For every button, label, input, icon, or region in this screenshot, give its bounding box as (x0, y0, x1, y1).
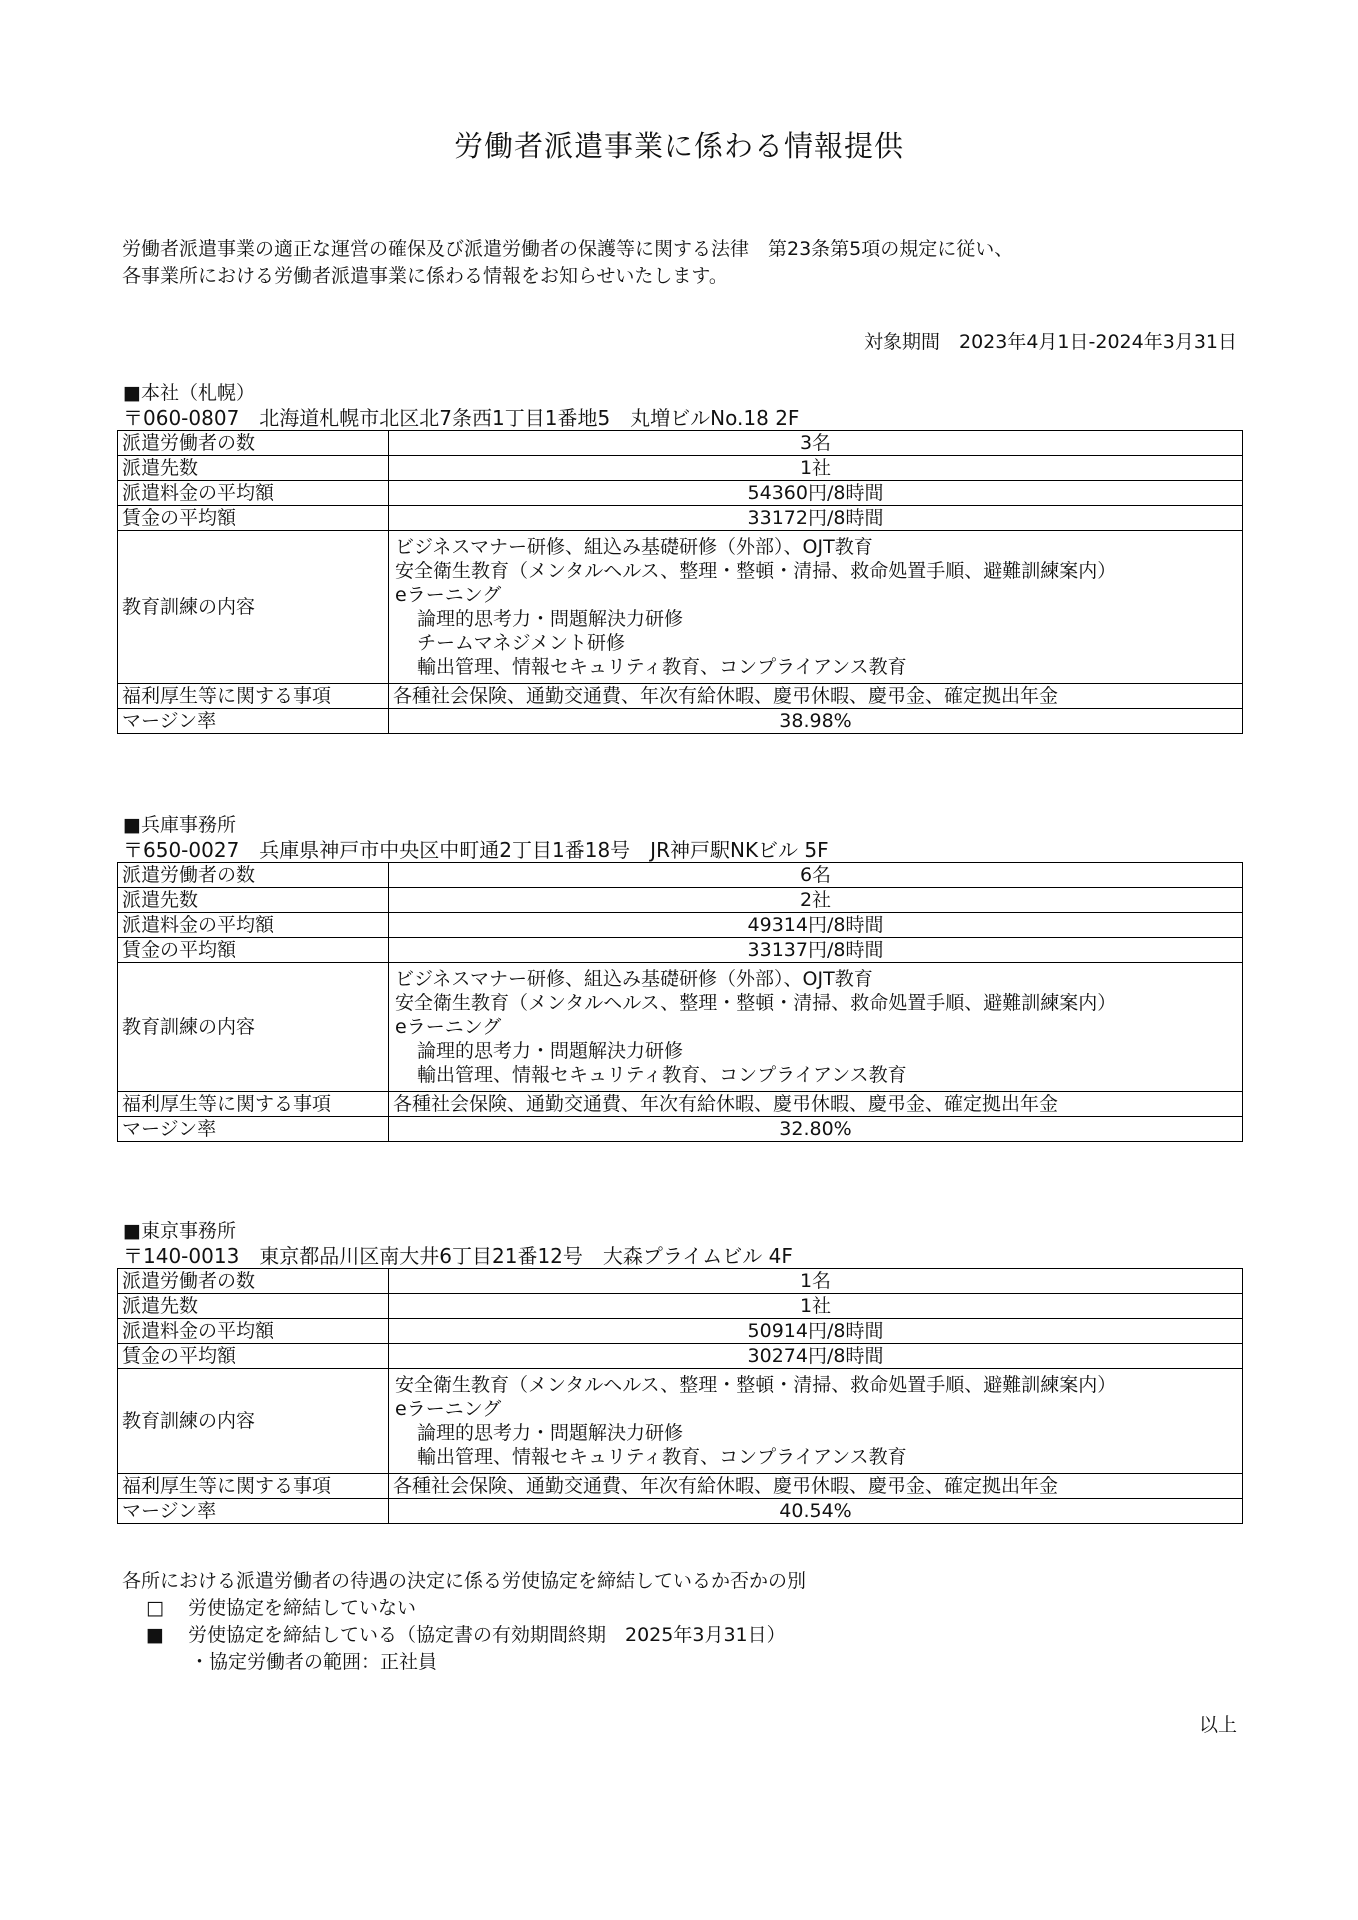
education-line: eラーニング (395, 584, 502, 606)
row-label: 教育訓練の内容 (118, 963, 389, 1092)
education-line: 論理的思考力・問題解決力研修 (417, 1422, 684, 1444)
labor-agreement-note (122, 1568, 1242, 1676)
table-row (118, 1474, 1243, 1499)
page-title: 労働者派遣事業に係わる情報提供 (453, 129, 904, 163)
row-label: 教育訓練の内容 (118, 1369, 389, 1474)
table-row (118, 481, 1243, 506)
office-info-table (117, 430, 1243, 734)
office-info-table (117, 862, 1243, 1142)
workers-value: 6名 (389, 863, 1243, 888)
welfare-value: 各種社会保険、通勤交通費、年次有給休暇、慶弔休暇、慶弔金、確定拠出年金 (389, 1474, 1243, 1499)
row-label: マージン率 (118, 1117, 389, 1142)
welfare-value: 各種社会保険、通勤交通費、年次有給休暇、慶弔休暇、慶弔金、確定拠出年金 (389, 684, 1243, 709)
row-label: 派遣料金の平均額 (118, 1319, 389, 1344)
wage-value: 30274円/8時間 (389, 1344, 1243, 1369)
row-label: 福利厚生等に関する事項 (118, 684, 389, 709)
table-row (118, 888, 1243, 913)
table-row (118, 506, 1243, 531)
table-row (118, 963, 1243, 1092)
option-label: 労使協定を締結していない (188, 1597, 417, 1619)
office-section-tokyo (117, 1218, 1243, 1524)
office-address: 〒140-0013 東京都品川区南大井6丁目21番12号 大森プライムビル 4F (123, 1244, 793, 1268)
wage-value: 33137円/8時間 (389, 938, 1243, 963)
row-label: 賃金の平均額 (118, 1344, 389, 1369)
table-row (118, 1092, 1243, 1117)
row-label: 教育訓練の内容 (118, 531, 389, 684)
table-row (118, 531, 1243, 684)
agreement-option-not-concluded (122, 1595, 1242, 1622)
education-value (389, 531, 1243, 684)
row-label: 派遣先数 (118, 1294, 389, 1319)
table-row (118, 709, 1243, 734)
education-line: 安全衛生教育（メンタルヘルス、整理・整頓・清掃、救命処置手順、避難訓練案内） (395, 992, 1117, 1014)
office-info-table (117, 1268, 1243, 1524)
education-line: 論理的思考力・問題解決力研修 (417, 608, 684, 630)
row-label: 賃金の平均額 (118, 938, 389, 963)
table-row (118, 863, 1243, 888)
row-label: 派遣労働者の数 (118, 863, 389, 888)
fee-value: 54360円/8時間 (389, 481, 1243, 506)
table-row (118, 684, 1243, 709)
table-row (118, 1344, 1243, 1369)
education-line: 論理的思考力・問題解決力研修 (417, 1040, 684, 1062)
education-line: eラーニング (395, 1016, 502, 1038)
agreement-option-concluded (122, 1622, 1242, 1649)
option-label: 労使協定を締結している（協定書の有効期間終期 2025年3月31日） (188, 1624, 786, 1646)
table-row (118, 1269, 1243, 1294)
education-line: 安全衛生教育（メンタルヘルス、整理・整頓・清掃、救命処置手順、避難訓練案内） (395, 1374, 1117, 1396)
fee-value: 50914円/8時間 (389, 1319, 1243, 1344)
office-section-hyogo (117, 812, 1243, 1142)
wage-value: 33172円/8時間 (389, 506, 1243, 531)
office-name: ■兵庫事務所 (123, 814, 236, 836)
education-line: ビジネスマナー研修、組込み基礎研修（外部）、OJT教育 (395, 968, 873, 990)
office-name: ■本社（札幌） (123, 382, 255, 404)
workers-value: 1名 (389, 1269, 1243, 1294)
education-line: 輸出管理、情報セキュリティ教育、コンプライアンス教育 (417, 1064, 907, 1086)
row-label: 派遣料金の平均額 (118, 913, 389, 938)
education-value (389, 963, 1243, 1092)
clients-value: 2社 (389, 888, 1243, 913)
clients-value: 1社 (389, 1294, 1243, 1319)
fee-value: 49314円/8時間 (389, 913, 1243, 938)
row-label: 派遣先数 (118, 456, 389, 481)
education-line: ビジネスマナー研修、組込み基礎研修（外部）、OJT教育 (395, 536, 873, 558)
office-name: ■東京事務所 (123, 1220, 236, 1242)
filled-checkbox-icon: ■ (146, 1624, 164, 1646)
welfare-value: 各種社会保険、通勤交通費、年次有給休暇、慶弔休暇、慶弔金、確定拠出年金 (389, 1092, 1243, 1117)
table-row (118, 938, 1243, 963)
table-row (118, 1499, 1243, 1524)
education-line: 安全衛生教育（メンタルヘルス、整理・整頓・清掃、救命処置手順、避難訓練案内） (395, 560, 1117, 582)
workers-value: 3名 (389, 431, 1243, 456)
closing-text: 以上 (1198, 1714, 1237, 1736)
education-value (389, 1369, 1243, 1474)
office-section-sapporo (117, 380, 1243, 734)
empty-checkbox-icon: □ (146, 1597, 164, 1619)
margin-value: 38.98% (389, 709, 1243, 734)
table-row (118, 1369, 1243, 1474)
table-row (118, 1117, 1243, 1142)
table-row (118, 456, 1243, 481)
margin-value: 32.80% (389, 1117, 1243, 1142)
table-row (118, 1319, 1243, 1344)
agreement-heading: 各所における派遣労働者の待遇の決定に係る労使協定を締結しているか否かの別 (122, 1570, 807, 1592)
office-address: 〒060-0807 北海道札幌市北区北7条西1丁目1番地5 丸増ビルNo.18 2F (123, 406, 800, 430)
margin-value: 40.54% (389, 1499, 1243, 1524)
education-line: 輸出管理、情報セキュリティ教育、コンプライアンス教育 (417, 1446, 907, 1468)
row-label: 福利厚生等に関する事項 (118, 1092, 389, 1117)
education-line: eラーニング (395, 1398, 502, 1420)
row-label: 派遣料金の平均額 (118, 481, 389, 506)
table-row (118, 431, 1243, 456)
intro-line: 労働者派遣事業の適正な運営の確保及び派遣労働者の保護等に関する法律 第23条第5項の規定に従い、 (122, 238, 1014, 260)
target-period: 対象期間 2023年4月1日-2024年3月31日 (863, 331, 1237, 353)
table-row (118, 913, 1243, 938)
office-address: 〒650-0027 兵庫県神戸市中央区中町通2丁目1番18号 JR神戸駅NKビル 5F (123, 838, 829, 862)
education-line: 輸出管理、情報セキュリティ教育、コンプライアンス教育 (417, 656, 907, 678)
row-label: マージン率 (118, 1499, 389, 1524)
intro-text (122, 236, 1242, 290)
row-label: 派遣労働者の数 (118, 1269, 389, 1294)
agreement-scope: ・協定労働者の範囲：正社員 (190, 1651, 438, 1673)
row-label: 賃金の平均額 (118, 506, 389, 531)
education-line: チームマネジメント研修 (417, 632, 626, 654)
intro-line: 各事業所における労働者派遣事業に係わる情報をお知らせいたします。 (122, 265, 728, 287)
row-label: 派遣先数 (118, 888, 389, 913)
table-row (118, 1294, 1243, 1319)
row-label: マージン率 (118, 709, 389, 734)
row-label: 福利厚生等に関する事項 (118, 1474, 389, 1499)
row-label: 派遣労働者の数 (118, 431, 389, 456)
clients-value: 1社 (389, 456, 1243, 481)
